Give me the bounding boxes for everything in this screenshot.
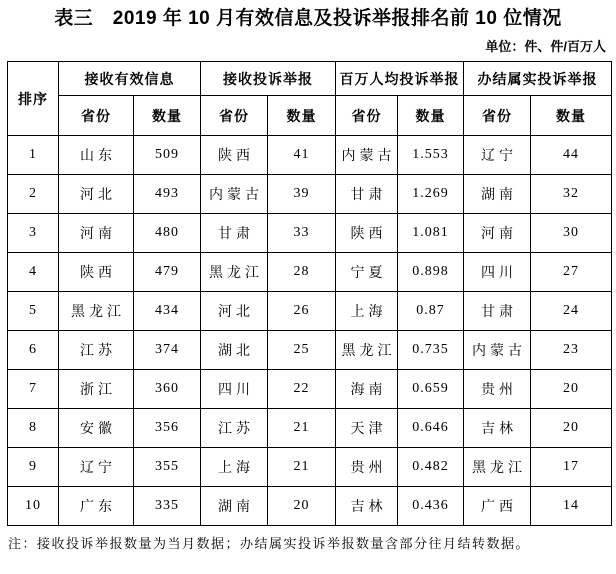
quantity-cell: 33	[268, 214, 336, 253]
province-cell: 浙江	[59, 370, 134, 409]
rank-cell: 10	[8, 487, 59, 526]
rank-header: 排序	[8, 62, 59, 136]
quantity-cell: 44	[531, 136, 612, 175]
province-cell: 安徽	[59, 409, 134, 448]
rank-cell: 8	[8, 409, 59, 448]
province-cell: 河北	[59, 175, 134, 214]
table-row	[8, 175, 612, 214]
province-cell: 内蒙古	[336, 136, 398, 175]
province-cell: 河北	[201, 292, 268, 331]
province-cell: 湖北	[201, 331, 268, 370]
table-row	[8, 136, 612, 175]
quantity-cell: 356	[134, 409, 201, 448]
group-header-row	[8, 62, 612, 96]
group-header-valid-info: 接收有效信息	[59, 62, 201, 96]
rank-cell: 4	[8, 253, 59, 292]
table-row	[8, 370, 612, 409]
quantity-cell: 20	[531, 370, 612, 409]
quantity-cell: 480	[134, 214, 201, 253]
table-row	[8, 292, 612, 331]
province-cell: 山东	[59, 136, 134, 175]
rank-cell: 6	[8, 331, 59, 370]
quantity-cell: 360	[134, 370, 201, 409]
quantity-cell: 30	[531, 214, 612, 253]
province-cell: 湖南	[464, 175, 531, 214]
province-cell: 广东	[59, 487, 134, 526]
footnote: 注：接收投诉举报数量为当月数据；办结属实投诉举报数量含部分往月结转数据。	[8, 536, 531, 551]
table-row	[8, 487, 612, 526]
quantity-cell: 335	[134, 487, 201, 526]
province-cell: 江苏	[201, 409, 268, 448]
province-cell: 四川	[464, 253, 531, 292]
province-cell: 江苏	[59, 331, 134, 370]
province-cell: 甘肃	[336, 175, 398, 214]
quantity-cell: 21	[268, 448, 336, 487]
quantity-cell: 1.553	[398, 136, 464, 175]
group-header-complaints-per-million: 百万人均投诉举报	[336, 62, 464, 96]
quantity-cell: 27	[531, 253, 612, 292]
province-cell: 河南	[59, 214, 134, 253]
quantity-cell: 14	[531, 487, 612, 526]
province-cell: 内蒙古	[201, 175, 268, 214]
rank-cell: 7	[8, 370, 59, 409]
province-cell: 甘肃	[201, 214, 268, 253]
rank-cell: 9	[8, 448, 59, 487]
group-header-complaints-resolved: 办结属实投诉举报	[464, 62, 612, 96]
province-cell: 内蒙古	[464, 331, 531, 370]
quantity-cell: 32	[531, 175, 612, 214]
quantity-cell: 24	[531, 292, 612, 331]
table-row	[8, 448, 612, 487]
quantity-cell: 41	[268, 136, 336, 175]
quantity-cell: 0.659	[398, 370, 464, 409]
province-header: 省份	[201, 96, 268, 136]
quantity-cell: 39	[268, 175, 336, 214]
quantity-cell: 0.87	[398, 292, 464, 331]
province-cell: 海南	[336, 370, 398, 409]
quantity-cell: 26	[268, 292, 336, 331]
quantity-header: 数量	[398, 96, 464, 136]
province-cell: 黑龙江	[59, 292, 134, 331]
province-cell: 上海	[201, 448, 268, 487]
province-cell: 黑龙江	[464, 448, 531, 487]
quantity-cell: 479	[134, 253, 201, 292]
province-cell: 吉林	[336, 487, 398, 526]
group-header-complaints-received: 接收投诉举报	[201, 62, 336, 96]
province-cell: 广西	[464, 487, 531, 526]
province-cell: 黑龙江	[201, 253, 268, 292]
quantity-cell: 28	[268, 253, 336, 292]
quantity-cell: 374	[134, 331, 201, 370]
province-cell: 湖南	[201, 487, 268, 526]
quantity-cell: 0.735	[398, 331, 464, 370]
quantity-cell: 0.898	[398, 253, 464, 292]
province-header: 省份	[336, 96, 398, 136]
quantity-cell: 1.081	[398, 214, 464, 253]
province-header: 省份	[464, 96, 531, 136]
quantity-header: 数量	[531, 96, 612, 136]
province-cell: 陕西	[59, 253, 134, 292]
unit-note: 单位：件、件/百万人	[485, 39, 606, 54]
sub-header-row	[8, 96, 612, 136]
province-cell: 宁夏	[336, 253, 398, 292]
province-cell: 四川	[201, 370, 268, 409]
rank-cell: 2	[8, 175, 59, 214]
table-row	[8, 331, 612, 370]
rank-cell: 3	[8, 214, 59, 253]
quantity-cell: 25	[268, 331, 336, 370]
quantity-cell: 20	[531, 409, 612, 448]
province-cell: 天津	[336, 409, 398, 448]
province-cell: 吉林	[464, 409, 531, 448]
province-cell: 黑龙江	[336, 331, 398, 370]
quantity-cell: 1.269	[398, 175, 464, 214]
quantity-cell: 22	[268, 370, 336, 409]
quantity-cell: 23	[531, 331, 612, 370]
province-header: 省份	[59, 96, 134, 136]
rank-cell: 5	[8, 292, 59, 331]
quantity-cell: 355	[134, 448, 201, 487]
page-title: 表三 2019 年 10 月有效信息及投诉举报排名前 10 位情况	[54, 8, 562, 29]
province-cell: 贵州	[336, 448, 398, 487]
province-cell: 河南	[464, 214, 531, 253]
quantity-header: 数量	[268, 96, 336, 136]
quantity-cell: 434	[134, 292, 201, 331]
table-row	[8, 253, 612, 292]
province-cell: 甘肃	[464, 292, 531, 331]
ranking-table	[7, 61, 612, 526]
quantity-cell: 17	[531, 448, 612, 487]
quantity-header: 数量	[134, 96, 201, 136]
quantity-cell: 0.482	[398, 448, 464, 487]
quantity-cell: 0.646	[398, 409, 464, 448]
quantity-cell: 21	[268, 409, 336, 448]
quantity-cell: 493	[134, 175, 201, 214]
quantity-cell: 20	[268, 487, 336, 526]
rank-cell: 1	[8, 136, 59, 175]
province-cell: 辽宁	[464, 136, 531, 175]
province-cell: 陕西	[201, 136, 268, 175]
table-row	[8, 409, 612, 448]
quantity-cell: 509	[134, 136, 201, 175]
province-cell: 上海	[336, 292, 398, 331]
province-cell: 贵州	[464, 370, 531, 409]
province-cell: 陕西	[336, 214, 398, 253]
quantity-cell: 0.436	[398, 487, 464, 526]
table-row	[8, 214, 612, 253]
province-cell: 辽宁	[59, 448, 134, 487]
